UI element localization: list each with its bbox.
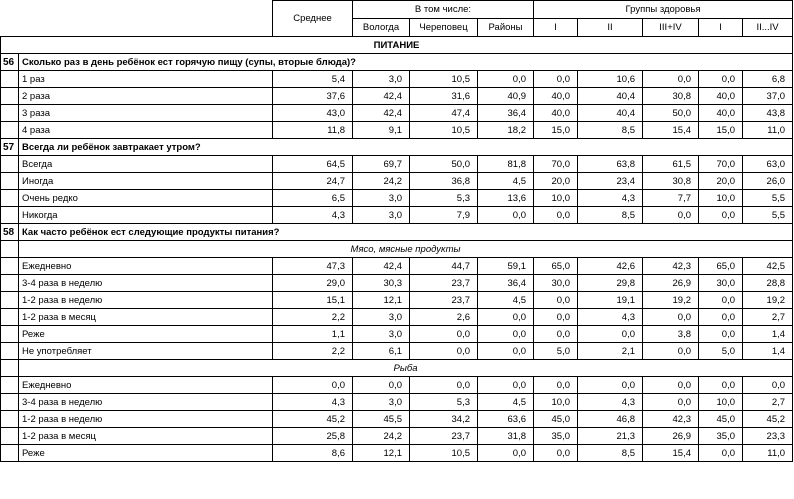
header-sub-vologda: Вологда — [353, 19, 410, 37]
cell-value: 31,6 — [410, 88, 478, 105]
cell-value: 4,5 — [478, 394, 534, 411]
cell-value: 47,3 — [273, 258, 353, 275]
cell-value: 4,3 — [273, 394, 353, 411]
cell-value: 0,0 — [578, 377, 643, 394]
cell-value: 12,1 — [353, 445, 410, 462]
row-label: Ежедневно — [19, 377, 273, 394]
table-row — [1, 394, 793, 411]
table-row — [1, 343, 793, 360]
cell-value: 5,3 — [410, 394, 478, 411]
cell-value: 8,5 — [578, 122, 643, 139]
header-health-groups: Группы здоровья — [534, 1, 793, 19]
row-index-blank — [1, 360, 19, 377]
cell-value: 10,5 — [410, 71, 478, 88]
cell-value: 0,0 — [534, 309, 578, 326]
header-mean: Среднее — [273, 1, 353, 37]
table-row — [1, 207, 793, 224]
row-label: Очень редко — [19, 190, 273, 207]
cell-value: 6,5 — [273, 190, 353, 207]
cell-value: 30,8 — [643, 88, 699, 105]
cell-value: 19,2 — [743, 292, 793, 309]
cell-value: 2,2 — [273, 343, 353, 360]
cell-value: 24,2 — [353, 428, 410, 445]
row-index-blank — [1, 275, 19, 292]
table-row — [1, 275, 793, 292]
cell-value: 5,5 — [743, 190, 793, 207]
cell-value: 6,1 — [353, 343, 410, 360]
cell-value: 18,2 — [478, 122, 534, 139]
cell-value: 0,0 — [534, 445, 578, 462]
cell-value: 25,8 — [273, 428, 353, 445]
row-index-blank — [1, 292, 19, 309]
cell-value: 47,4 — [410, 105, 478, 122]
cell-value: 4,3 — [578, 309, 643, 326]
cell-value: 0,0 — [273, 377, 353, 394]
row-label: 2 раза — [19, 88, 273, 105]
cell-value: 3,0 — [353, 207, 410, 224]
cell-value: 11,8 — [273, 122, 353, 139]
cell-value: 10,0 — [534, 190, 578, 207]
cell-value: 2,7 — [743, 309, 793, 326]
cell-value: 1,4 — [743, 343, 793, 360]
cell-value: 28,8 — [743, 275, 793, 292]
row-label: Ежедневно — [19, 258, 273, 275]
cell-value: 3,0 — [353, 190, 410, 207]
cell-value: 31,8 — [478, 428, 534, 445]
cell-value: 42,3 — [643, 258, 699, 275]
cell-value: 0,0 — [478, 207, 534, 224]
cell-value: 20,0 — [699, 173, 743, 190]
row-index-blank — [1, 309, 19, 326]
cell-value: 3,0 — [353, 326, 410, 343]
cell-value: 12,1 — [353, 292, 410, 309]
table-row — [1, 190, 793, 207]
row-index-blank — [1, 173, 19, 190]
cell-value: 50,0 — [643, 105, 699, 122]
row-label: 3-4 раза в неделю — [19, 394, 273, 411]
cell-value: 0,0 — [643, 71, 699, 88]
row-label: 4 раза — [19, 122, 273, 139]
subsection-title: Мясо, мясные продукты — [19, 241, 793, 258]
header-blank — [1, 1, 273, 37]
cell-value: 36,4 — [478, 275, 534, 292]
cell-value: 40,4 — [578, 105, 643, 122]
cell-value: 0,0 — [743, 377, 793, 394]
cell-value: 8,5 — [578, 445, 643, 462]
cell-value: 15,4 — [643, 122, 699, 139]
question-text: Всегда ли ребёнок завтракает утром? — [19, 139, 793, 156]
header-sub-districts: Районы — [478, 19, 534, 37]
cell-value: 40,4 — [578, 88, 643, 105]
cell-value: 15,1 — [273, 292, 353, 309]
cell-value: 13,6 — [478, 190, 534, 207]
question-text: Как часто ребёнок ест следующие продукты питания? — [19, 224, 793, 241]
cell-value: 10,6 — [578, 71, 643, 88]
cell-value: 10,0 — [699, 190, 743, 207]
subsection-title: Рыба — [19, 360, 793, 377]
cell-value: 2,7 — [743, 394, 793, 411]
cell-value: 0,0 — [699, 207, 743, 224]
cell-value: 5,3 — [410, 190, 478, 207]
question-number: 56 — [1, 54, 19, 71]
cell-value: 20,0 — [534, 173, 578, 190]
subsection-row — [1, 241, 793, 258]
row-label: 3-4 раза в неделю — [19, 275, 273, 292]
cell-value: 40,0 — [699, 105, 743, 122]
cell-value: 19,1 — [578, 292, 643, 309]
cell-value: 7,7 — [643, 190, 699, 207]
cell-value: 0,0 — [699, 326, 743, 343]
cell-value: 0,0 — [478, 309, 534, 326]
cell-value: 6,8 — [743, 71, 793, 88]
cell-value: 0,0 — [643, 377, 699, 394]
cell-value: 40,0 — [699, 88, 743, 105]
table-row — [1, 156, 793, 173]
cell-value: 30,3 — [353, 275, 410, 292]
cell-value: 5,5 — [743, 207, 793, 224]
cell-value: 0,0 — [478, 71, 534, 88]
header-sub-group-3-4: III+IV — [643, 19, 699, 37]
cell-value: 15,4 — [643, 445, 699, 462]
cell-value: 40,0 — [534, 105, 578, 122]
cell-value: 0,0 — [643, 394, 699, 411]
table-row — [1, 309, 793, 326]
cell-value: 0,0 — [478, 445, 534, 462]
row-index-blank — [1, 88, 19, 105]
section-title: ПИТАНИЕ — [1, 37, 793, 54]
cell-value: 0,0 — [478, 326, 534, 343]
cell-value: 4,5 — [478, 292, 534, 309]
cell-value: 0,0 — [699, 71, 743, 88]
cell-value: 26,0 — [743, 173, 793, 190]
cell-value: 0,0 — [534, 377, 578, 394]
cell-value: 5,0 — [534, 343, 578, 360]
cell-value: 42,3 — [643, 411, 699, 428]
cell-value: 23,7 — [410, 275, 478, 292]
cell-value: 8,6 — [273, 445, 353, 462]
cell-value: 11,0 — [743, 122, 793, 139]
cell-value: 26,9 — [643, 428, 699, 445]
cell-value: 37,0 — [743, 88, 793, 105]
table-row — [1, 445, 793, 462]
header-sub-group-2-4: II...IV — [743, 19, 793, 37]
row-index-blank — [1, 156, 19, 173]
cell-value: 35,0 — [699, 428, 743, 445]
row-label: Реже — [19, 445, 273, 462]
cell-value: 30,0 — [699, 275, 743, 292]
cell-value: 40,9 — [478, 88, 534, 105]
cell-value: 10,5 — [410, 445, 478, 462]
row-index-blank — [1, 445, 19, 462]
cell-value: 23,3 — [743, 428, 793, 445]
row-index-blank — [1, 411, 19, 428]
question-number: 58 — [1, 224, 19, 241]
row-label: 1 раз — [19, 71, 273, 88]
cell-value: 26,9 — [643, 275, 699, 292]
cell-value: 1,4 — [743, 326, 793, 343]
table-row — [1, 377, 793, 394]
cell-value: 0,0 — [534, 71, 578, 88]
table-row — [1, 105, 793, 122]
row-label: 1-2 раза в месяц — [19, 428, 273, 445]
cell-value: 45,0 — [534, 411, 578, 428]
section-row — [1, 37, 793, 54]
row-label: Не употребляет — [19, 343, 273, 360]
cell-value: 0,0 — [699, 445, 743, 462]
row-index-blank — [1, 428, 19, 445]
cell-value: 3,8 — [643, 326, 699, 343]
cell-value: 70,0 — [699, 156, 743, 173]
question-text: Сколько раз в день ребёнок ест горячую пищу (супы, вторые блюда)? — [19, 54, 793, 71]
cell-value: 24,7 — [273, 173, 353, 190]
cell-value: 0,0 — [643, 343, 699, 360]
table-row — [1, 428, 793, 445]
table-row — [1, 122, 793, 139]
cell-value: 15,0 — [534, 122, 578, 139]
row-index-blank — [1, 122, 19, 139]
cell-value: 0,0 — [699, 377, 743, 394]
row-index-blank — [1, 190, 19, 207]
cell-value: 40,0 — [534, 88, 578, 105]
cell-value: 64,5 — [273, 156, 353, 173]
cell-value: 46,8 — [578, 411, 643, 428]
cell-value: 4,3 — [273, 207, 353, 224]
cell-value: 30,0 — [534, 275, 578, 292]
cell-value: 70,0 — [534, 156, 578, 173]
cell-value: 59,1 — [478, 258, 534, 275]
row-label: 1-2 раза в неделю — [19, 411, 273, 428]
cell-value: 0,0 — [410, 377, 478, 394]
cell-value: 0,0 — [534, 207, 578, 224]
cell-value: 45,0 — [699, 411, 743, 428]
cell-value: 11,0 — [743, 445, 793, 462]
header-including: В том числе: — [353, 1, 534, 19]
row-index-blank — [1, 258, 19, 275]
cell-value: 7,9 — [410, 207, 478, 224]
cell-value: 69,7 — [353, 156, 410, 173]
cell-value: 36,4 — [478, 105, 534, 122]
cell-value: 45,2 — [743, 411, 793, 428]
cell-value: 63,6 — [478, 411, 534, 428]
row-index-blank — [1, 241, 19, 258]
cell-value: 29,0 — [273, 275, 353, 292]
question-number: 57 — [1, 139, 19, 156]
cell-value: 63,0 — [743, 156, 793, 173]
cell-value: 4,3 — [578, 394, 643, 411]
table-row — [1, 258, 793, 275]
table-row — [1, 292, 793, 309]
cell-value: 36,8 — [410, 173, 478, 190]
cell-value: 81,8 — [478, 156, 534, 173]
cell-value: 3,0 — [353, 394, 410, 411]
cell-value: 0,0 — [410, 326, 478, 343]
cell-value: 3,0 — [353, 309, 410, 326]
cell-value: 0,0 — [410, 343, 478, 360]
table-row — [1, 173, 793, 190]
row-index-blank — [1, 105, 19, 122]
cell-value: 0,0 — [353, 377, 410, 394]
header-sub-cherepovets: Череповец — [410, 19, 478, 37]
cell-value: 37,6 — [273, 88, 353, 105]
row-label: Всегда — [19, 156, 273, 173]
row-index-blank — [1, 326, 19, 343]
cell-value: 42,4 — [353, 105, 410, 122]
cell-value: 65,0 — [534, 258, 578, 275]
cell-value: 24,2 — [353, 173, 410, 190]
cell-value: 29,8 — [578, 275, 643, 292]
cell-value: 61,5 — [643, 156, 699, 173]
cell-value: 0,0 — [578, 326, 643, 343]
cell-value: 8,5 — [578, 207, 643, 224]
header-sub-group-1b: I — [699, 19, 743, 37]
row-label: Иногда — [19, 173, 273, 190]
table-row — [1, 71, 793, 88]
cell-value: 0,0 — [643, 309, 699, 326]
row-label: 3 раза — [19, 105, 273, 122]
cell-value: 43,0 — [273, 105, 353, 122]
table-row — [1, 411, 793, 428]
cell-value: 10,5 — [410, 122, 478, 139]
question-row — [1, 224, 793, 241]
cell-value: 15,0 — [699, 122, 743, 139]
table-row — [1, 88, 793, 105]
header-row-1 — [1, 1, 793, 19]
row-label: 1-2 раза в неделю — [19, 292, 273, 309]
question-row — [1, 139, 793, 156]
cell-value: 43,8 — [743, 105, 793, 122]
cell-value: 0,0 — [643, 207, 699, 224]
row-label: Никогда — [19, 207, 273, 224]
cell-value: 30,8 — [643, 173, 699, 190]
cell-value: 34,2 — [410, 411, 478, 428]
cell-value: 23,7 — [410, 292, 478, 309]
cell-value: 2,2 — [273, 309, 353, 326]
row-label: Реже — [19, 326, 273, 343]
cell-value: 5,4 — [273, 71, 353, 88]
cell-value: 10,0 — [699, 394, 743, 411]
row-index-blank — [1, 207, 19, 224]
cell-value: 0,0 — [478, 343, 534, 360]
cell-value: 0,0 — [478, 377, 534, 394]
cell-value: 23,7 — [410, 428, 478, 445]
cell-value: 9,1 — [353, 122, 410, 139]
row-index-blank — [1, 377, 19, 394]
table-row — [1, 326, 793, 343]
cell-value: 45,5 — [353, 411, 410, 428]
question-row — [1, 54, 793, 71]
cell-value: 1,1 — [273, 326, 353, 343]
cell-value: 42,4 — [353, 88, 410, 105]
cell-value: 44,7 — [410, 258, 478, 275]
header-sub-group-2: II — [578, 19, 643, 37]
cell-value: 65,0 — [699, 258, 743, 275]
row-index-blank — [1, 71, 19, 88]
cell-value: 23,4 — [578, 173, 643, 190]
row-index-blank — [1, 394, 19, 411]
cell-value: 50,0 — [410, 156, 478, 173]
cell-value: 4,5 — [478, 173, 534, 190]
subsection-row — [1, 360, 793, 377]
cell-value: 63,8 — [578, 156, 643, 173]
cell-value: 21,3 — [578, 428, 643, 445]
cell-value: 19,2 — [643, 292, 699, 309]
cell-value: 42,5 — [743, 258, 793, 275]
cell-value: 10,0 — [534, 394, 578, 411]
cell-value: 0,0 — [534, 326, 578, 343]
row-index-blank — [1, 343, 19, 360]
cell-value: 2,1 — [578, 343, 643, 360]
cell-value: 5,0 — [699, 343, 743, 360]
cell-value: 35,0 — [534, 428, 578, 445]
cell-value: 0,0 — [699, 309, 743, 326]
header-sub-group-1: I — [534, 19, 578, 37]
cell-value: 0,0 — [699, 292, 743, 309]
cell-value: 4,3 — [578, 190, 643, 207]
cell-value: 3,0 — [353, 71, 410, 88]
row-label: 1-2 раза в месяц — [19, 309, 273, 326]
cell-value: 0,0 — [534, 292, 578, 309]
cell-value: 42,4 — [353, 258, 410, 275]
cell-value: 42,6 — [578, 258, 643, 275]
cell-value: 2,6 — [410, 309, 478, 326]
cell-value: 45,2 — [273, 411, 353, 428]
